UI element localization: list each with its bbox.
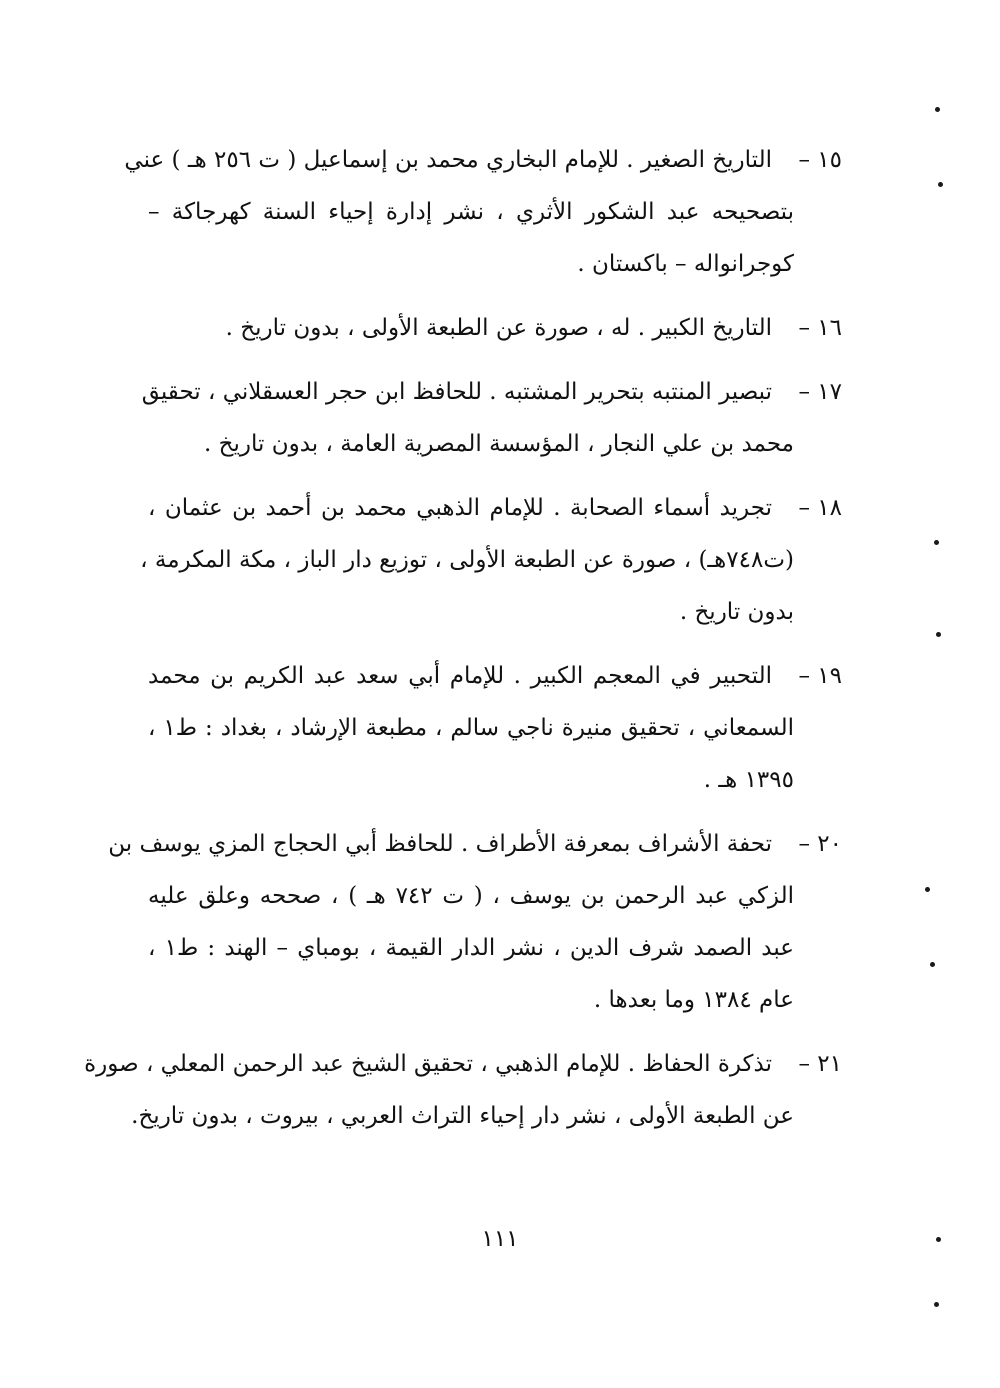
entry-number: ٢١ –: [798, 1051, 842, 1077]
margin-speck: [934, 540, 939, 545]
entry-number: ١٧ –: [798, 379, 842, 405]
entry-text-line: التحبير في المعجم الكبير . للإمام أبي سعد عبد الكريم بن محمد: [148, 663, 772, 689]
bibliography-list: [84, 134, 842, 1154]
entry-text-line: كوجرانواله – باكستان .: [577, 251, 794, 277]
margin-speck: [938, 182, 943, 187]
bibliography-entry: [141, 366, 842, 470]
margin-speck: [936, 1237, 941, 1242]
margin-speck: [935, 107, 940, 112]
entry-text-line: تجريد أسماء الصحابة . للإمام الذهبي محمد بن أحمد بن عثمان ،: [148, 495, 772, 521]
entry-text-line: بتصحيحه عبد الشكور الأثري ، نشر إدارة إحياء السنة كهرجاكة –: [148, 199, 794, 225]
bibliography-entry: [124, 134, 842, 290]
entry-text-line: محمد بن علي النجار ، المؤسسة المصرية العامة ، بدون تاريخ .: [204, 431, 794, 457]
margin-speck: [934, 1302, 939, 1307]
entry-number: ١٨ –: [798, 495, 842, 521]
entry-number: ١٥ –: [798, 147, 842, 173]
entry-text-line: الزكي عبد الرحمن بن يوسف ، ( ت ٧٤٢ هـ ) ، صححه وعلق عليه: [148, 883, 795, 909]
entry-text-line: التاريخ الكبير . له ، صورة عن الطبعة الأولى ، بدون تاريخ .: [225, 315, 772, 341]
bibliography-entry: [84, 1038, 842, 1142]
entry-number: ١٦ –: [798, 315, 842, 341]
entry-number: ٢٠ –: [798, 831, 842, 857]
margin-speck: [925, 887, 930, 892]
entry-number: ١٩ –: [798, 663, 842, 689]
bibliography-entry: [140, 482, 842, 638]
margin-speck: [936, 632, 941, 637]
bibliography-entry: [108, 818, 842, 1026]
entry-text-line: ١٣٩٥ هـ .: [703, 767, 794, 793]
page-number: ١١١: [481, 1226, 519, 1252]
entry-text-line: السمعاني ، تحقيق منيرة ناجي سالم ، مطبعة الإرشاد ، بغداد : ط١ ،: [148, 715, 795, 741]
entry-text-line: عن الطبعة الأولى ، نشر دار إحياء التراث العربي ، بيروت ، بدون تاريخ.: [131, 1103, 794, 1129]
bibliography-entry: [148, 650, 842, 806]
entry-text-line: تحفة الأشراف بمعرفة الأطراف . للحافظ أبي الحجاج المزي يوسف بن: [108, 831, 772, 857]
entry-text-line: (ت٧٤٨هـ) ، صورة عن الطبعة الأولى ، توزيع دار الباز ، مكة المكرمة ،: [140, 547, 794, 573]
entry-text-line: عبد الصمد شرف الدين ، نشر الدار القيمة ، بومباي – الهند : ط١ ،: [148, 935, 795, 961]
bibliography-entry: [148, 302, 842, 354]
entry-text-line: تذكرة الحفاظ . للإمام الذهبي ، تحقيق الشيخ عبد الرحمن المعلي ، صورة: [84, 1051, 772, 1077]
entry-text-line: التاريخ الصغير . للإمام البخاري محمد بن إسماعيل ( ت ٢٥٦ هـ ) عني: [124, 147, 772, 173]
margin-speck: [930, 962, 935, 967]
entry-text-line: عام ١٣٨٤ وما بعدها .: [593, 987, 794, 1013]
entry-text-line: بدون تاريخ .: [679, 599, 794, 625]
entry-text-line: تبصير المنتبه بتحرير المشتبه . للحافظ ابن حجر العسقلاني ، تحقيق: [141, 379, 772, 405]
